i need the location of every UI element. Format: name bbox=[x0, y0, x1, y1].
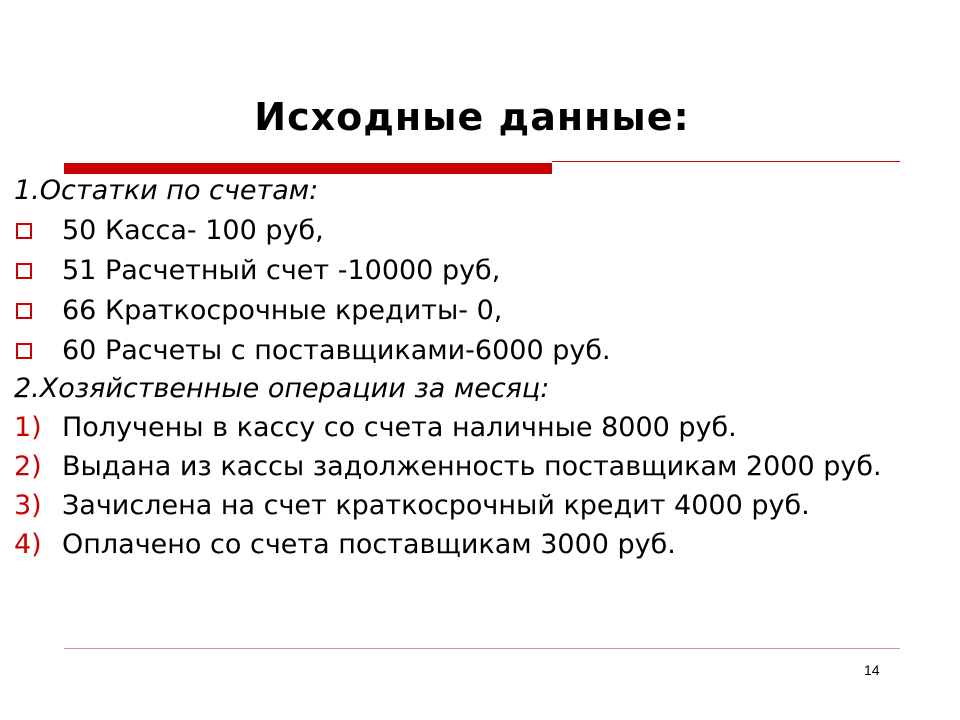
section-heading-operations: 2.Хозяйственные операции за месяц: bbox=[14, 373, 550, 404]
operation-number: 4) bbox=[14, 529, 42, 560]
operation-text: Получены в кассу со счета наличные 8000 руб. bbox=[62, 412, 737, 443]
slide-content bbox=[14, 171, 934, 563]
balance-item-text: 60 Расчеты с поставщиками-6000 руб. bbox=[62, 335, 611, 366]
operation-number: 2) bbox=[14, 451, 42, 482]
balance-item bbox=[14, 211, 934, 251]
operation-text: Выдана из кассы задолженность поставщикам 2000 руб. bbox=[62, 451, 882, 482]
hollow-square-icon bbox=[16, 223, 32, 239]
operation-item bbox=[14, 526, 934, 563]
page-number: 14 bbox=[864, 662, 880, 678]
title-underline-thin bbox=[552, 161, 900, 162]
balance-item bbox=[14, 291, 934, 331]
balance-item-text: 51 Расчетный счет -10000 руб, bbox=[62, 255, 501, 286]
balance-item-text: 50 Касса- 100 руб, bbox=[62, 215, 324, 246]
hollow-square-icon bbox=[16, 343, 32, 359]
balance-item bbox=[14, 251, 934, 291]
operation-item bbox=[14, 487, 934, 524]
balance-item bbox=[14, 331, 934, 371]
operation-number: 3) bbox=[14, 490, 42, 521]
operation-item bbox=[14, 409, 934, 446]
operation-text: Зачислена на счет краткосрочный кредит 4000 руб. bbox=[62, 490, 810, 521]
slide-title: Исходные данные: bbox=[254, 95, 690, 139]
operation-text: Оплачено со счета поставщикам 3000 руб. bbox=[62, 529, 676, 560]
section-heading-balances: 1.Остатки по счетам: bbox=[14, 175, 319, 206]
operation-item bbox=[14, 448, 934, 485]
hollow-square-icon bbox=[16, 303, 32, 319]
footer-divider bbox=[64, 648, 900, 649]
operation-number: 1) bbox=[14, 412, 42, 443]
balance-item-text: 66 Краткосрочные кредиты- 0, bbox=[62, 295, 503, 326]
hollow-square-icon bbox=[16, 263, 32, 279]
